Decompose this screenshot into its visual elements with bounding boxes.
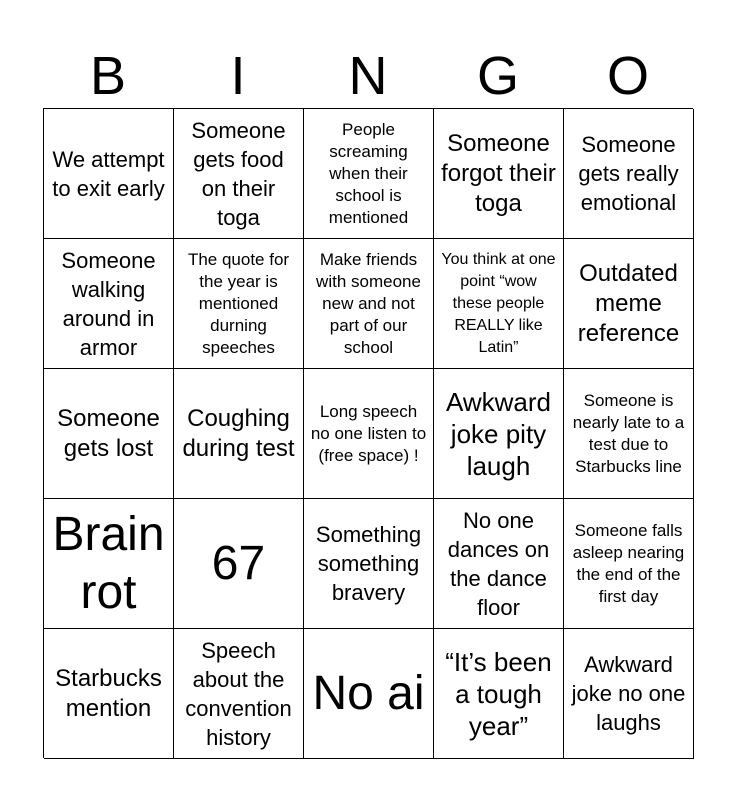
cell-text: You think at one point “wow these people REALLY like Latin”	[441, 250, 556, 356]
bingo-cell[interactable]	[304, 629, 434, 759]
bingo-cell[interactable]	[174, 239, 304, 369]
cell-text: Someone falls asleep nearing the end of the first day	[572, 520, 685, 606]
cell-text: Awkward joke pity laugh	[445, 386, 551, 481]
bingo-cell[interactable]	[174, 369, 304, 499]
cell-text: Someone gets really emotional	[578, 132, 679, 215]
bingo-cell[interactable]	[434, 629, 564, 759]
cell-text: Starbucks mention	[55, 664, 162, 722]
bingo-cell[interactable]	[174, 109, 304, 239]
cell-text: “It’s been a tough year”	[445, 646, 552, 741]
bingo-cell[interactable]	[304, 499, 434, 629]
bingo-board	[43, 108, 693, 758]
bingo-cell[interactable]	[434, 239, 564, 369]
bingo-cell[interactable]	[174, 499, 304, 629]
bingo-cell[interactable]	[434, 109, 564, 239]
bingo-cell[interactable]	[434, 499, 564, 629]
header-letter-i: I	[230, 46, 246, 106]
cell-text: Speech about the convention history	[185, 637, 292, 750]
header-letter-n: N	[348, 46, 388, 106]
cell-text: People screaming when their school is mentioned	[328, 119, 409, 227]
cell-text: Long speech no one listen to (free space) !	[310, 401, 427, 465]
cell-text: No ai	[312, 666, 425, 720]
cell-text: Someone gets lost	[57, 404, 160, 462]
cell-text: 67	[211, 536, 266, 590]
bingo-cell[interactable]	[564, 499, 694, 629]
bingo-cell[interactable]	[304, 109, 434, 239]
bingo-cell[interactable]	[564, 629, 694, 759]
cell-text: Make friends with someone new and not part of our school	[316, 249, 421, 357]
cell-text: Outdated meme reference	[577, 259, 680, 347]
cell-text: Someone gets food on their toga	[191, 117, 286, 230]
bingo-cell[interactable]	[304, 369, 434, 499]
cell-text: Someone forgot their toga	[441, 129, 556, 217]
bingo-cell[interactable]	[44, 109, 174, 239]
cell-text: No one dances on the dance floor	[447, 507, 550, 620]
cell-text: Brain rot	[52, 507, 165, 619]
bingo-cell[interactable]	[44, 369, 174, 499]
bingo-cell[interactable]	[174, 629, 304, 759]
bingo-cell[interactable]	[44, 239, 174, 369]
header-letter-b: B	[89, 46, 127, 106]
bingo-cell[interactable]	[304, 239, 434, 369]
cell-text: Awkward joke no one laughs	[571, 652, 686, 735]
cell-text: Someone is nearly late to a test due to Starbucks line	[572, 390, 685, 476]
cell-text: We attempt to exit early	[52, 146, 165, 201]
header-letter-g: G	[476, 46, 519, 106]
bingo-cell[interactable]	[44, 629, 174, 759]
bingo-cell[interactable]	[434, 369, 564, 499]
bingo-cell[interactable]	[44, 499, 174, 629]
cell-text: Something something bravery	[315, 522, 422, 605]
cell-text: Coughing during test	[182, 404, 295, 462]
cell-text: Someone walking around in armor	[61, 247, 156, 360]
bingo-cell[interactable]	[564, 239, 694, 369]
bingo-header	[43, 46, 693, 106]
bingo-cell[interactable]	[564, 369, 694, 499]
header-letter-o: O	[606, 46, 649, 106]
bingo-cell[interactable]	[564, 109, 694, 239]
cell-text: The quote for the year is mentioned durning speeches	[187, 249, 290, 357]
